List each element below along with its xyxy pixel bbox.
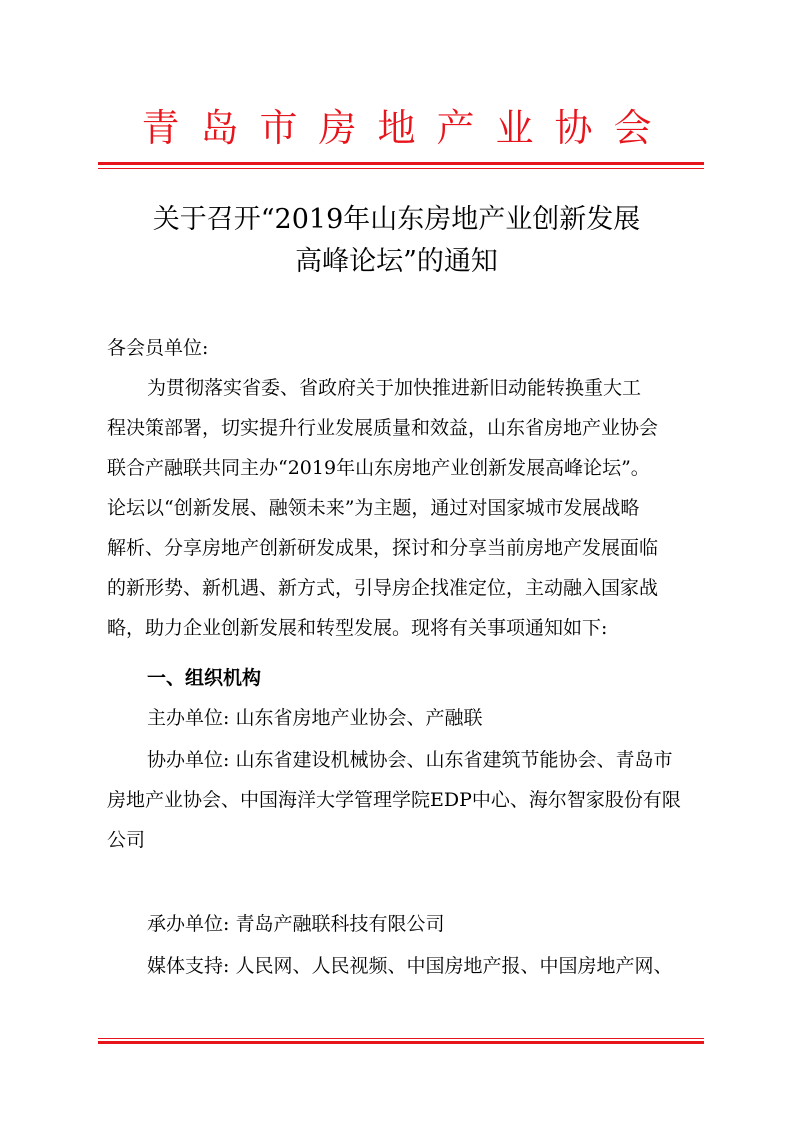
section-heading-organization: 一、组织机构 xyxy=(147,667,262,689)
intro-paragraph-line: 程决策部署，切实提升行业发展质量和效益，山东省房地产业协会 xyxy=(107,417,659,439)
letterhead-title: 青岛市房地产业协会 xyxy=(141,106,673,150)
host-line: 主办单位: 山东省房地产业协会、产融联 xyxy=(147,707,483,729)
co-host-line: 公司 xyxy=(107,829,146,851)
salutation: 各会员单位: xyxy=(107,337,209,359)
document-title-line-2: 高峰论坛”的通知 xyxy=(295,246,498,277)
intro-paragraph-line: 解析、分享房地产创新研发成果，探讨和分享当前房地产发展面临 xyxy=(107,537,659,559)
media-support-line: 媒体支持: 人民网、人民视频、中国房地产报、中国房地产网、 xyxy=(147,955,673,977)
footer-divider xyxy=(98,1038,704,1046)
document-title-line-1: 关于召开“2019年山东房地产业创新发展 xyxy=(152,204,641,235)
letterhead-divider-top xyxy=(98,162,704,170)
organizer-line: 承办单位: 青岛产融联科技有限公司 xyxy=(147,913,445,935)
intro-paragraph-line: 的新形势、新机遇、新方式，引导房企找准定位，主动融入国家战 xyxy=(107,577,659,599)
intro-paragraph-line: 略，助力企业创新发展和转型发展。现将有关事项通知如下: xyxy=(107,617,608,639)
intro-paragraph-line: 为贯彻落实省委、省政府关于加快推进新旧动能转换重大工 xyxy=(147,377,642,399)
intro-paragraph-line: 联合产融联共同主办“2019年山东房地产业创新发展高峰论坛”。 xyxy=(107,457,650,479)
co-host-line: 协办单位: 山东省建设机械协会、山东省建筑节能协会、青岛市 xyxy=(147,749,673,771)
co-host-line: 房地产业协会、中国海洋大学管理学院EDP中心、海尔智家股份有限 xyxy=(107,789,681,811)
intro-paragraph-line: 论坛以“创新发展、融领未来”为主题，通过对国家城市发展战略 xyxy=(107,497,640,519)
